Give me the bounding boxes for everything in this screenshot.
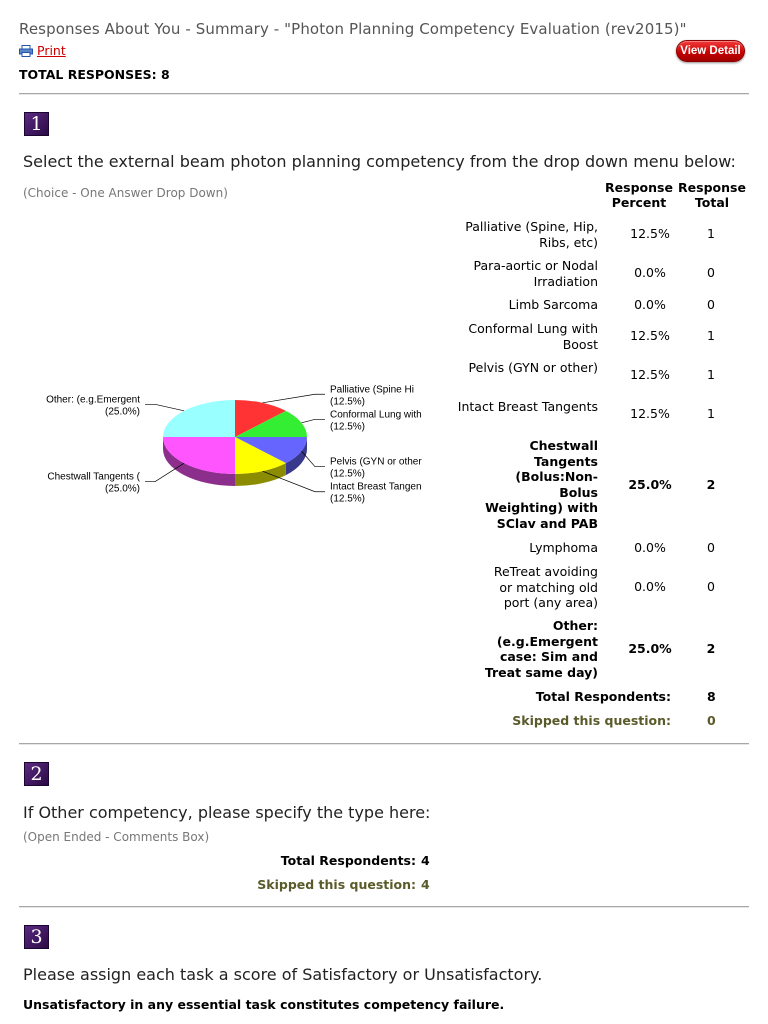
table-row (440, 540, 765, 556)
divider (19, 93, 749, 95)
row-total: 0 (707, 297, 715, 312)
skipped-value: 0 (707, 713, 716, 728)
total-respondents-value: 4 (421, 853, 430, 868)
row-label: Intact Breast Tangents (457, 399, 598, 414)
row-percent: 0.0% (634, 540, 666, 555)
col-header-percent: Response Percent (605, 180, 673, 210)
print-link[interactable]: Print (37, 43, 66, 58)
question-note: Unsatisfactory in any essential task constitutes competency failure. (23, 997, 505, 1012)
table-row (440, 399, 765, 431)
divider (19, 743, 749, 745)
view-detail-button[interactable]: View Detail (676, 40, 745, 62)
row-label: Other: (e.g.Emergent case: Sim and Treat same day) (484, 618, 598, 680)
table-row (440, 360, 765, 392)
row-total: 1 (707, 406, 715, 421)
total-respondents-label: Total Respondents: (280, 853, 416, 868)
row-total: 2 (706, 641, 716, 656)
pie-leader-line (145, 404, 184, 411)
pie-slice (163, 400, 235, 437)
row-label: Pelvis (GYN or other) (468, 360, 598, 375)
col-header-total: Response Total (678, 180, 746, 210)
row-percent: 0.0% (634, 297, 666, 312)
question-text: If Other competency, please specify the type here: (23, 803, 431, 822)
row-total: 1 (707, 328, 715, 343)
pie-slice-percent: (12.5%) (330, 396, 366, 408)
pie-slice-label: Pelvis (GYN or other (330, 456, 422, 468)
row-total: 0 (707, 540, 715, 555)
row-total: 1 (707, 367, 715, 382)
question-number-badge: 2 (24, 762, 49, 786)
question-type: (Choice - One Answer Drop Down) (23, 186, 228, 200)
pie-slice-percent: (12.5%) (330, 421, 366, 433)
table-row (440, 618, 765, 681)
skipped-label: Skipped this question: (512, 713, 671, 728)
row-percent: 25.0% (628, 641, 672, 656)
row-label: Para-aortic or Nodal Irradiation (473, 258, 598, 289)
question-type: (Open Ended - Comments Box) (23, 830, 210, 844)
row-percent: 0.0% (634, 265, 666, 280)
table-row (440, 258, 765, 290)
table-row (440, 564, 765, 611)
table-row (440, 297, 765, 313)
pie-slice-percent: (12.5%) (330, 493, 366, 505)
table-row (440, 321, 765, 353)
pie-slice-label: Palliative (Spine Hi (330, 384, 414, 396)
pie-leader-line (302, 419, 325, 423)
question-number-badge: 1 (24, 112, 49, 136)
row-percent: 12.5% (630, 328, 670, 343)
row-label: Limb Sarcoma (508, 297, 598, 312)
print-link-row[interactable] (19, 43, 66, 58)
row-percent: 12.5% (630, 406, 670, 421)
row-percent: 0.0% (634, 579, 666, 594)
row-label: Palliative (Spine, Hip, Ribs, etc) (465, 219, 598, 250)
row-percent: 25.0% (628, 477, 672, 492)
divider (19, 906, 749, 908)
pie-slice-label: Chestwall Tangents ( (47, 471, 140, 483)
row-label: Chestwall Tangents (Bolus:Non-Bolus Weighting) with SClav and PAB (485, 438, 598, 531)
total-responses: TOTAL RESPONSES: 8 (19, 67, 170, 82)
row-total: 0 (707, 265, 715, 280)
row-label: Conformal Lung with Boost (468, 321, 598, 352)
pie-slice-label: Conformal Lung with (330, 409, 422, 421)
printer-icon (19, 45, 33, 57)
pie-slice-label: Other: (e.g.Emergent (46, 394, 140, 406)
pie-chart (0, 370, 460, 520)
question-text: Select the external beam photon planning competency from the drop down menu below: (23, 152, 736, 171)
row-total: 0 (707, 579, 715, 594)
skipped-label: Skipped this question: (257, 877, 416, 892)
row-total: 1 (707, 226, 715, 241)
total-respondents-label: Total Respondents: (535, 689, 671, 704)
table-row (440, 438, 765, 532)
page-title: Responses About You - Summary - "Photon Planning Competency Evaluation (rev2015)" (19, 20, 687, 38)
pie-slice-percent: (25.0%) (104, 406, 140, 418)
pie-slice-label: Intact Breast Tangen (330, 481, 422, 493)
question-text: Please assign each task a score of Satisfactory or Unsatisfactory. (23, 965, 543, 984)
total-respondents-value: 8 (707, 689, 716, 704)
row-label: ReTreat avoiding or matching old port (any area) (493, 564, 598, 610)
table-row (440, 219, 765, 251)
row-label: Lymphoma (529, 540, 598, 555)
row-percent: 12.5% (630, 226, 670, 241)
question-number-badge: 3 (24, 925, 49, 949)
row-total: 2 (706, 477, 716, 492)
pie-slice-percent: (25.0%) (104, 483, 140, 495)
skipped-value: 4 (421, 877, 430, 892)
pie-slice-percent: (12.5%) (330, 468, 366, 480)
pie-leader-line (263, 394, 325, 403)
row-percent: 12.5% (630, 367, 670, 382)
